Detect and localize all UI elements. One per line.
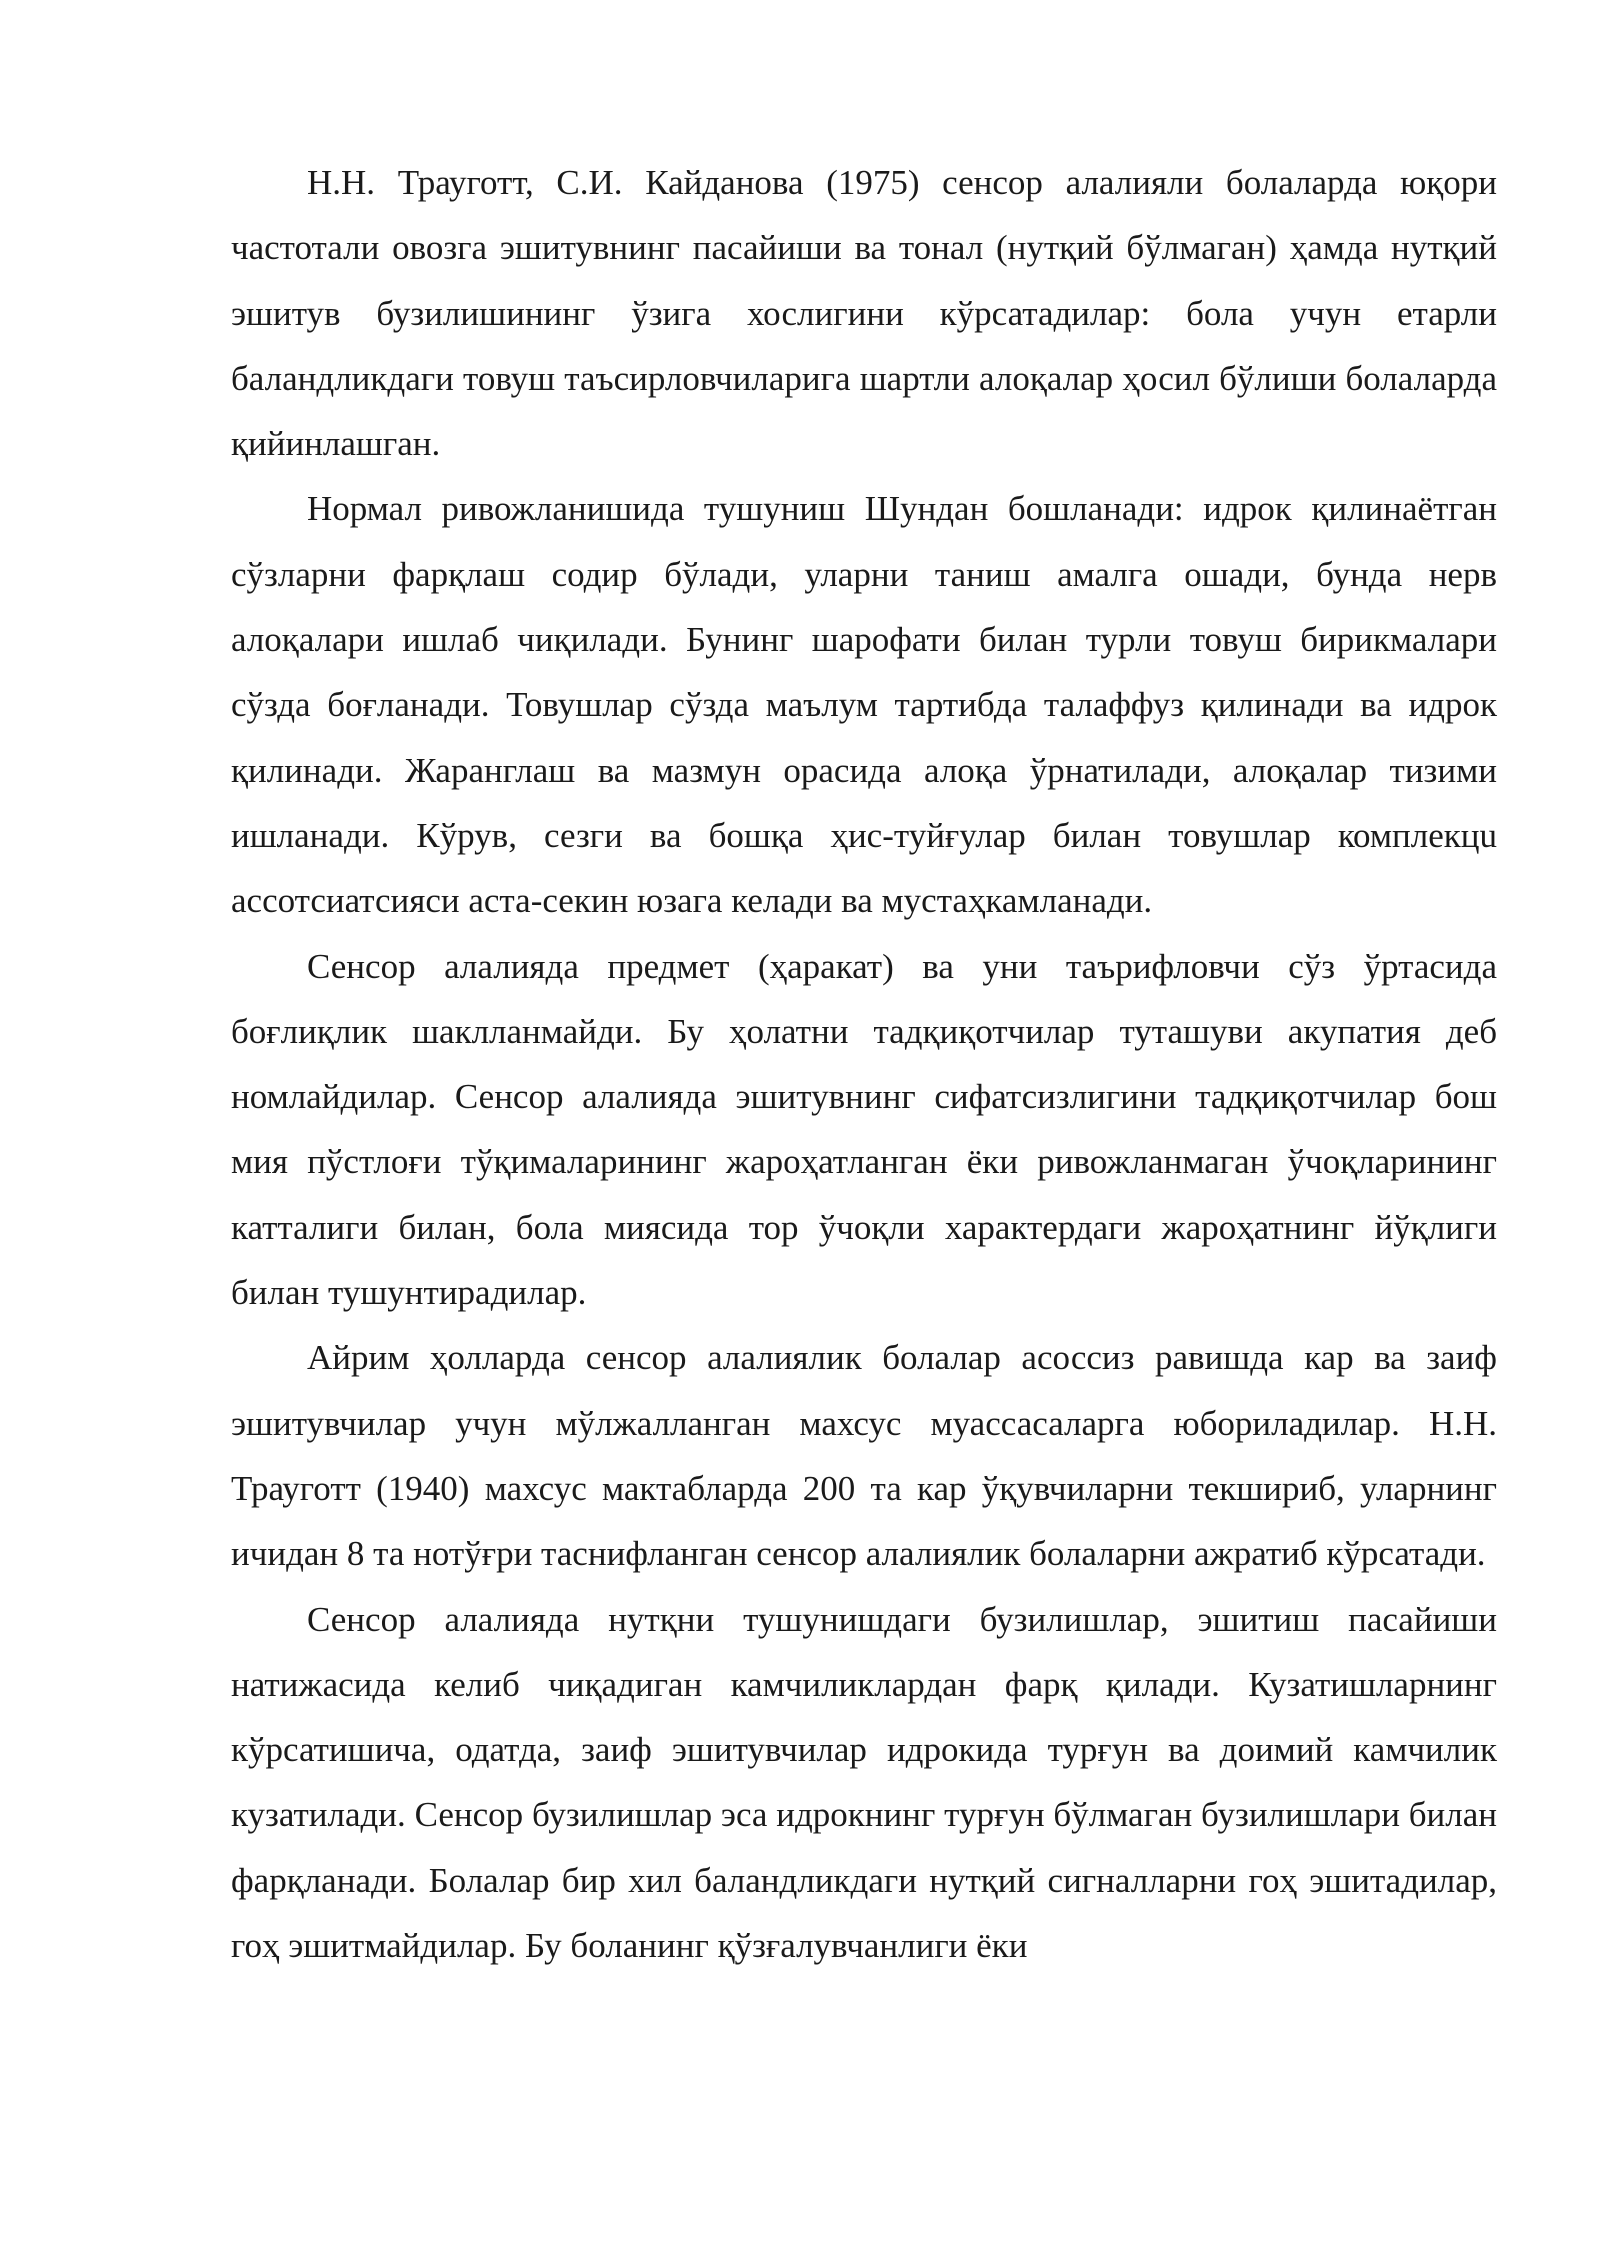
paragraph-4: Айрим ҳолларда сенсор алалиялик болалар асоссиз равишда кар ва заиф эшитувчилар учун мўлжалланган махсус муассасаларга юбориладилар. Н.Н. Трауготт (1940) махсус мактабларда 200 та кар ўқувчиларни текшириб, уларнинг ичидан 8 та нотўғри таснифланган сенсор алалиялик болаларни ажратиб кўрсатади. — [231, 1338, 1497, 1574]
paragraph-2: Нормал ривожланишида тушуниш Шундан бошланади: идрок қилинаётган сўзларни фарқлаш содир бўлади, уларни таниш амалга ошади, бунда нерв алоқалари ишлаб чиқилади. Бунинг шарофати билан турли товуш бирикмалари сўзда боғланади. Товушлар сўзда маълум тартибда талаффуз қилинади ва идрок қилинади. Жаранглаш ва мазмун орасида алоқа ўрнатилади, алоқалар тизими ишланади. Кўрув, сезги ва бошқа ҳис-туйғулар билан товушлар комплекцu ассотсиатсияси аста-секин юзага келади ва мустаҳкамланади. — [231, 489, 1497, 921]
paragraph-1: Н.Н. Трауготт, С.И. Кайданова (1975) сенсор алалияли болаларда юқори частотали овозга эшитувнинг пасайиши ва тонал (нутқий бўлмаган) ҳамда нутқий эшитув бузилишининг ўзига хослигини кўрсатадилар: бола учун етарли баландликдаги товуш таъсирловчиларига шартли алоқалар ҳосил бўлиши болаларда қийинлашган. — [231, 163, 1497, 464]
document-page — [231, 150, 1497, 1978]
paragraph-5: Сенсор алалияда нутқни тушунишдаги бузилишлар, эшитиш пасайиши натижасида келиб чиқадиган камчиликлардан фарқ қилади. Кузатишларнинг кўрсатишича, одатда, заиф эшитувчилар идрокида турғун ва доимий камчилик кузатилади. Сенсор бузилишлар эса идрокнинг турғун бўлмаган бузилишлари билан фарқланади. Болалар бир хил баландликдаги нутқий сигналларни гоҳ эшитадилар, гоҳ эшитмайдилар. Бу боланинг қўзғалувчанлиги ёки — [231, 1599, 1497, 1966]
paragraph-3: Сенсор алалияда предмет (ҳаракат) ва уни таърифловчи сўз ўртасида боғлиқлик шаклланмайди. Бу ҳолатни тадқиқотчилар туташуви акупатия деб номлайдилар. Сенсор алалияда эшитувнинг сифатсизлигини тадқиқотчилар бош мия пўстлоғи тўқималарининг жароҳатланган ёки ривожланмаган ўчоқларининг катталиги билан, бола миясида тор ўчоқли характердаги жароҳатнинг йўқлиги билан тушунтирадилар. — [231, 946, 1497, 1313]
